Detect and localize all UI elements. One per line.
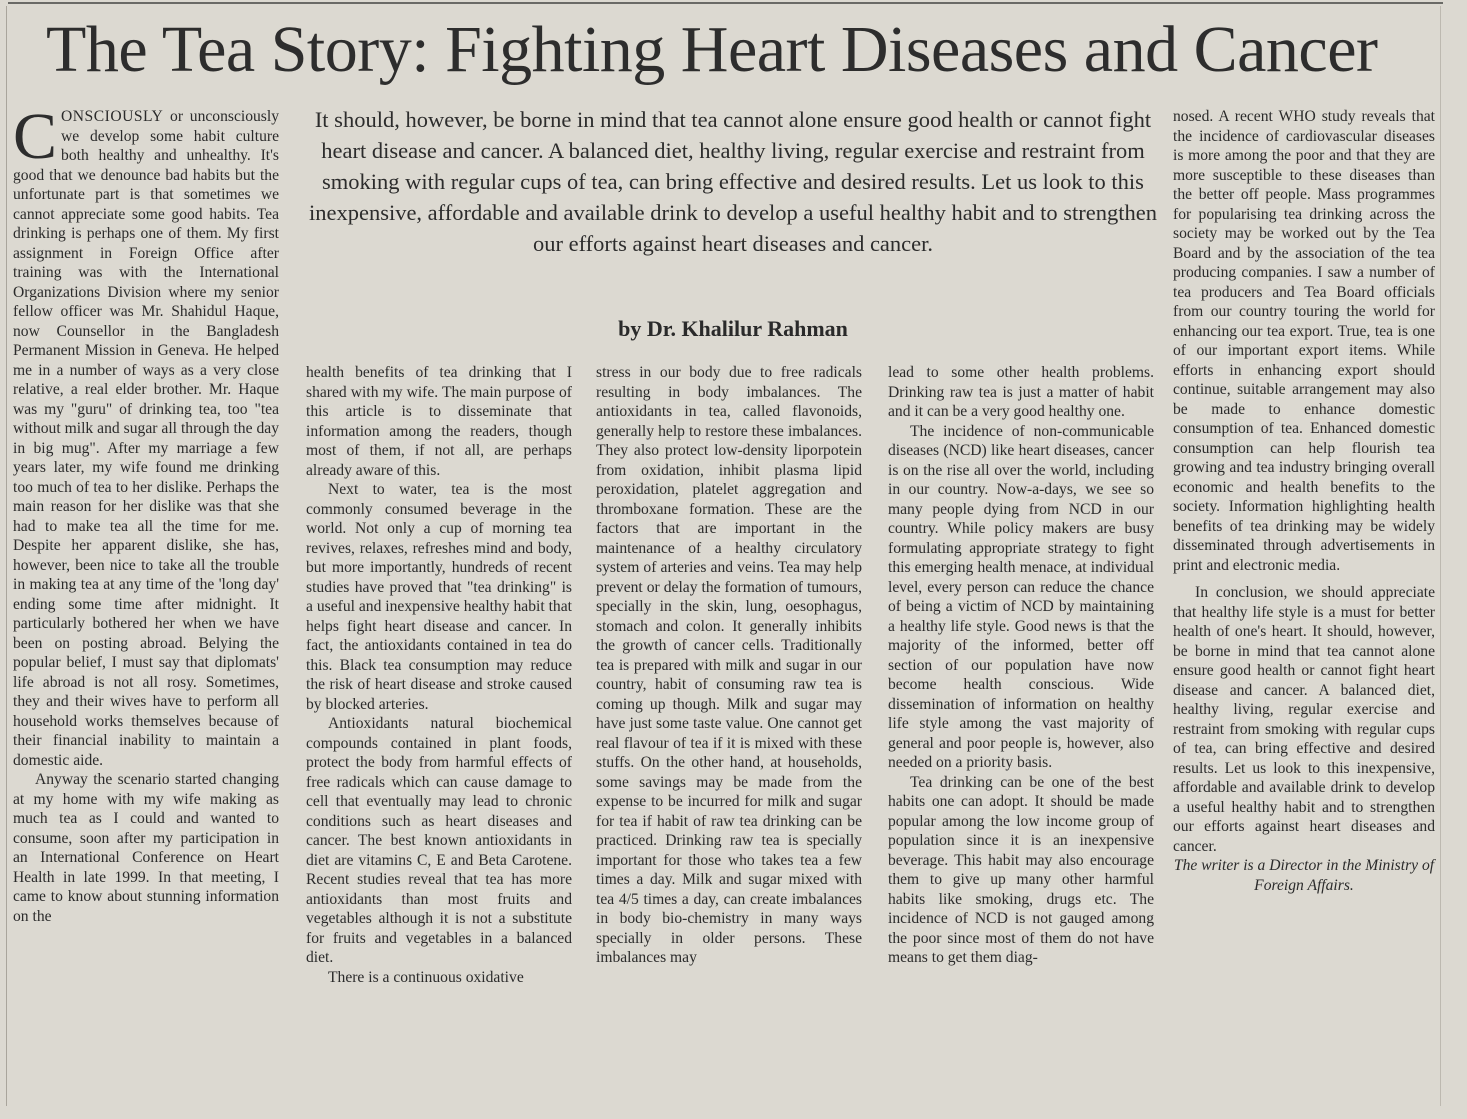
column-4-paragraph-2: The incidence of non-communicable diseases (NCD) like heart diseases, cancer is on the rise all over the world, including in our country. Now-a-days, we see so many people dying from NCD in our country. While policy makers are busy formulating appropriate strategy to fight this emerging health menace, at individual level, every person can reduce the chance of being a victim of NCD by maintaining a healthy life style. Good news is that the majority of the informed, better off section of our population have now become health conscious. Wide dissemination of information on healthy life style among the vast majority of general and poor people is, however, also needed on a priority basis. xyxy=(888,422,1154,771)
column-5 xyxy=(1173,107,1435,895)
column-1-paragraph-1-text: or unconsciously we develop some habit culture both healthy and unhealthy. It's good that we denounce bad habits but the unfortunate part is that sometimes we cannot appreciate some good habits. Tea drinking is perhaps one of them. My first assignment in Foreign Office after training was with the International Organizations Division where my senior fellow officer was Mr. Shahidul Haque, now Counsellor in the Bangladesh Permanent Mission in Geneva. He helped me in a number of ways as a very close relative, a real elder brother. Mr. Haque was my "guru" of drinking tea, too "tea without milk and sugar all through the day in big mug". After my marriage a few years later, my wife found me drinking too much of tea to her dislike. Perhaps the main reason for her dislike was that she had to make tea all the time for me. Despite her apparent dislike, she has, however, been nice to take all the trouble in making tea at any time of the 'long day' ending some time after midnight. It particularly bothered her when we have been on posting abroad. Belying the popular belief, I must say that diplomats' life abroad is not all rosy. Sometimes, they and their wives have to perform all household works themselves because of their financial inability to maintain a domestic aide. xyxy=(13,108,279,769)
top-rule xyxy=(8,2,1443,4)
headline: The Tea Story: Fighting Heart Diseases and Cancer xyxy=(46,13,1378,86)
column-2-paragraph-1: health benefits of tea drinking that I shared with my wife. The main purpose of this article is to disseminate that information among the readers, though most of them, if not all, are perhaps already aware of this. xyxy=(306,364,572,479)
byline: by Dr. Khalilur Rahman xyxy=(618,316,848,341)
column-4 xyxy=(888,363,1154,968)
column-2-paragraph-2: Next to water, tea is the most commonly consumed beverage in the world. Not only a cup of morning tea revives, relaxes, refreshes mind and body, but more importantly, hundreds of recent studies have proved that "tea drinking" is a useful and inexpensive healthy habit that helps fight heart disease and cancer. In fact, the antioxidants contained in tea do this. Black tea consumption may reduce the risk of heart disease and stroke caused by blocked arteries. xyxy=(306,481,572,713)
column-1-paragraph-2: Anyway the scenario started changing at my home with my wife making as much tea as I could and wanted to consume, soon after my participation in an International Conference on Heart Health in late 1999. In that meeting, I came to know about stunning information on the xyxy=(13,771,279,925)
left-column-rule xyxy=(6,6,7,1106)
column-2-paragraph-3: Antioxidants natural biochemical compounds contained in plant foods, protect the body from harmful effects of free radicals which can cause damage to cell that eventually may lead to chronic conditions such as heart diseases and cancer. The best known antioxidants in diet are vitamins C, E and Beta Carotene. Recent studies reveal that tea has more antioxidants than most fruits and vegetables although it is not a substitute for fruits and vegetables in a balanced diet. xyxy=(306,715,572,966)
right-column-rule xyxy=(1440,6,1441,1106)
author-signoff: The writer is a Director in the Ministry of Foreign Affairs. xyxy=(1173,857,1435,894)
column-3 xyxy=(596,363,862,968)
lead-caps: ONSCIOUSLY xyxy=(61,108,164,125)
column-5-paragraph-2: In conclusion, we should appreciate that healthy life style is a must for better health of one's heart. It should, however, be borne in mind that tea cannot alone ensure good health or cannot fight heart disease and cancer. A balanced diet, healthy living, regular exercise and restraint from smoking with regular cups of tea, can bring effective and desired results. Let us look to this inexpensive, affordable and available drink to develop a useful healthy habit and to strengthen our efforts against heart diseases and cancer. xyxy=(1173,584,1435,855)
pull-quote: It should, however, be borne in mind that tea cannot alone ensure good health or cannot fight heart disease and cancer. A balanced diet, healthy living, regular exercise and restraint from smoking with regular cups of tea, can bring effective and desired results. Let us look to this inexpensive, affordable and available drink to develop a useful healthy habit and to strengthen our efforts against heart diseases and cancer. xyxy=(308,107,1158,256)
column-5-paragraph-1: nosed. A recent WHO study reveals that the incidence of cardiovascular diseases is more among the poor and that they are more susceptible to these diseases than the better off people. Mass programmes for popularising tea drinking across the society may be worked out by the Tea Board and by the association of the tea producing companies. I saw a number of tea producers and Tea Board officials from our country touring the world for enhancing our tea export. True, tea is one of our important export items. While efforts in enhancing export should continue, suitable arrangement may also be made to enhance domestic consumption of tea. Enhanced domestic consumption can help flourish tea growing and tea industry bringing overall economic and health benefits to the society. Information highlighting health benefits of tea drinking may be widely disseminated through advertisements in print and electronic media. xyxy=(1173,108,1435,574)
column-3-paragraph-1: stress in our body due to free radicals resulting in body imbalances. The antioxidants in tea, called flavonoids, generally help to restore these imbalances. They also protect low-density liporpotein from oxidation, inhibit plasma lipid peroxidation, platelet aggregation and thromboxane formation. These are the factors that are important in the maintenance of a healthy circulatory system of arteries and veins. Tea may help prevent or delay the formation of tumours, specially in the skin, lung, oesophagus, stomach and colon. It generally inhibits the growth of cancer cells. Traditionally tea is prepared with milk and sugar in our country, habit of consuming raw tea is coming up though. Milk and sugar may have just some taste value. One cannot get real flavour of tea if it is mixed with these stuffs. On the other hand, at households, some savings may be made from the expense to be incurred for milk and sugar for tea if habit of raw tea drinking can be practiced. Drinking raw tea is specially important for those who takes tea a few times a day. Milk and sugar mixed with tea 4/5 times a day, can create imbalances in body bio-chemistry in many ways specially in older persons. These imbalances may xyxy=(596,364,862,966)
column-4-paragraph-3: Tea drinking can be one of the best habits one can adopt. It should be made popular among the low income group of population since it is an inexpensive beverage. This habit may also encourage them to give up many other harmful habits like smoking, drugs etc. The incidence of NCD is not gauged among the poor since most of them do not have means to get them diag- xyxy=(888,773,1154,966)
column-1 xyxy=(13,100,279,926)
column-2 xyxy=(306,363,572,987)
column-1-paragraph-1 xyxy=(13,100,279,770)
drop-cap: C xyxy=(13,100,58,173)
column-2-paragraph-4: There is a continuous oxidative xyxy=(328,968,524,986)
column-4-paragraph-1: lead to some other health problems. Drinking raw tea is just a matter of habit and it can be a very good healthy one. xyxy=(888,364,1154,420)
